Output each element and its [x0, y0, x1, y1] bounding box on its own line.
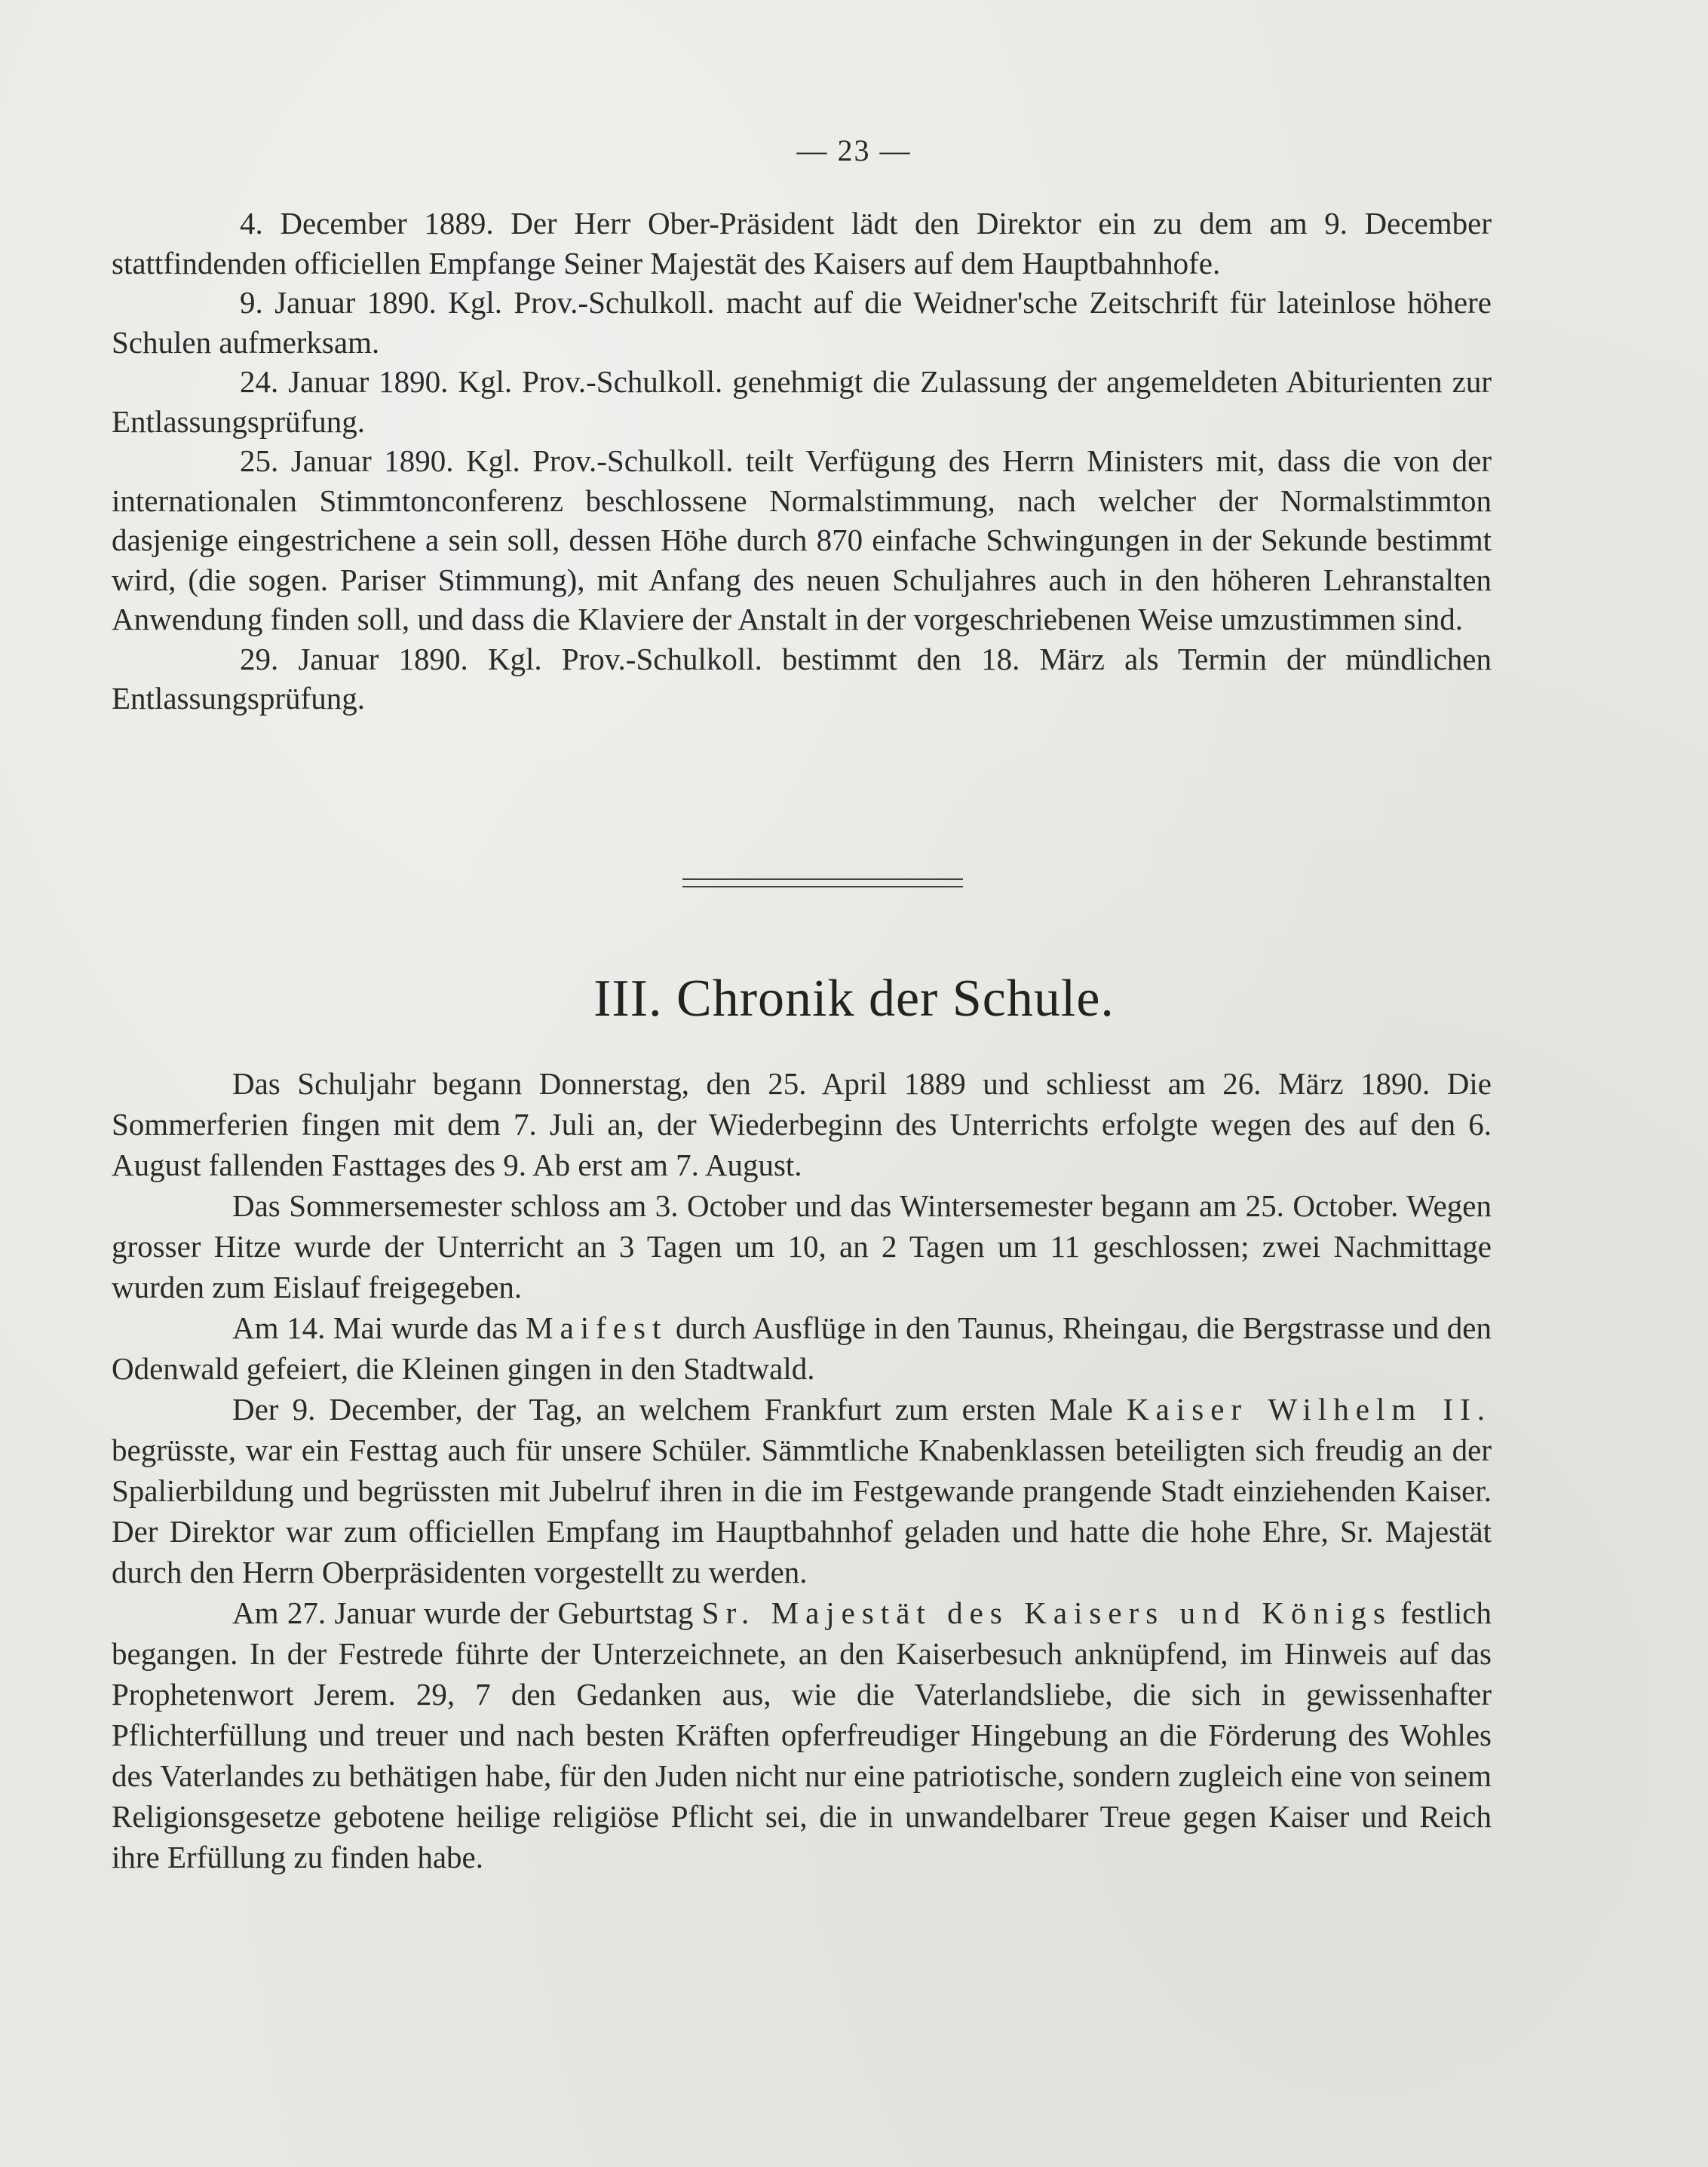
entry-text: 24. Januar 1890. Kgl. Prov.-Schulkoll. genehmigt die Zulassung der angemeldeten Abiturienten zur Entlassungsprüfung. — [112, 364, 1492, 439]
page-number: — 23 — — [796, 133, 912, 167]
entry-text: 29. Januar 1890. Kgl. Prov.-Schulkoll. bestimmt den 18. März als Termin der mündlichen Entlassungsprüfung. — [112, 641, 1492, 716]
paragraph-text: Das Schuljahr begann Donnerstag, den 25. April 1889 und schliesst am 26. März 1890. Die Sommerferien fingen mit dem 7. Juli an, der Wiederbeginn des Unterrichts erfolgte wegen des auf den 6. August fallenden Fasttages des 9. Ab erst am 7. August. — [112, 1066, 1492, 1182]
paragraph-text: Am 14. Mai wurde das — [232, 1310, 526, 1345]
correspondence-entry — [112, 639, 1492, 719]
entry-text: 25. Januar 1890. Kgl. Prov.-Schulkoll. teilt Verfügung des Herrn Ministers mit, dass die von der internationalen Stimmtonconferenz beschlossene Normalstimmung, nach welcher der Normalstimmton dasjenige eingestrichene a sein soll, dessen Höhe durch 870 einfache Schwingungen in der Sekunde bestimmt wird, (die sogen. Pariser Stimmung), mit Anfang des neuen Schuljahres auch in den höheren Lehranstalten Anwendung finden soll, und dass die Klaviere der Anstalt in der vorgeschriebenen Weise umzustimmen sind. — [112, 443, 1492, 636]
paragraph-text: festlich begangen. In der Festrede führte der Unterzeichnete, an den Kaiserbesuch anknüpfend, im Hinweis auf das Prophetenwort Jerem. 29, 7 den Gedanken aus, wie die Vaterlandsliebe, die sich in gewissenhafter Pflichterfüllung und treuer und nach besten Kräften opferfreudiger Hingebung an die Förderung des Wohles des Vaterlandes zu bethätigen habe, für den Juden nicht nur eine patriotische, sondern zugleich eine von seinem Religionsgesetze gebotene heilige religiöse Pflicht sei, die in unwandelbarer Treue gegen Kaiser und Reich ihre Erfüllung zu finden habe. — [112, 1595, 1492, 1874]
section-separator — [682, 878, 963, 887]
paragraph-text: durch Ausflüge in den Taunus, Rheingau, die Bergstrasse und den Odenwald gefeiert, die Kleinen gingen in den Stadtwald. — [112, 1310, 1492, 1386]
chronicle-paragraph — [112, 1185, 1492, 1307]
paragraph-text: Das Sommersemester schloss am 3. October und das Wintersemester begann am 25. October. Wegen grosser Hitze wurde der Unterricht an 3 Tagen um 10, an 2 Tagen um 11 geschlossen; zwei Nachmittage wurden zum Eislauf freigegeben. — [112, 1188, 1492, 1304]
paragraph-text: Der 9. December, der Tag, an welchem Frankfurt zum ersten Male — [232, 1392, 1127, 1427]
correspondence-entry — [112, 283, 1492, 362]
correspondence-entry — [112, 362, 1492, 441]
entry-text: 9. Januar 1890. Kgl. Prov.-Schulkoll. macht auf die Weidner'sche Zeitschrift für lateinlose höhere Schulen aufmerksam. — [112, 285, 1492, 360]
emphasized-text: Maifest — [526, 1310, 668, 1345]
section-title: III. Chronik der Schule. — [593, 970, 1115, 1028]
emphasized-text: Sr. Majestät des Kaisers und Königs — [701, 1595, 1392, 1630]
correspondence-list — [112, 204, 1492, 719]
emphasized-text: Kaiser Wilhelm II. — [1127, 1392, 1492, 1427]
paragraph-text: Am 27. Januar wurde der Geburtstag — [232, 1595, 702, 1630]
chronicle-paragraph — [112, 1063, 1492, 1185]
correspondence-entry — [112, 204, 1492, 283]
chronicle-paragraph — [112, 1389, 1492, 1592]
chronicle-paragraph — [112, 1592, 1492, 1877]
chronicle-paragraph — [112, 1307, 1492, 1389]
correspondence-entry — [112, 441, 1492, 639]
entry-text: 4. December 1889. Der Herr Ober-Präsident lädt den Direktor ein zu dem am 9. December stattfindenden officiellen Empfange Seiner Majestät des Kaisers auf dem Hauptbahnhofe. — [112, 206, 1492, 280]
chronicle-section — [112, 1063, 1492, 1877]
paragraph-text: begrüsste, war ein Festtag auch für unsere Schüler. Sämmtliche Knabenklassen beteiligten sich freudig an der Spalierbildung und begrüssten mit Jubelruf ihren in die im Festgewande prangende Stadt einziehenden Kaiser. Der Direktor war zum officiellen Empfang im Hauptbahnhof geladen und hatte die hohe Ehre, Sr. Majestät durch den Herrn Oberpräsidenten vorgestellt zu werden. — [112, 1433, 1492, 1589]
